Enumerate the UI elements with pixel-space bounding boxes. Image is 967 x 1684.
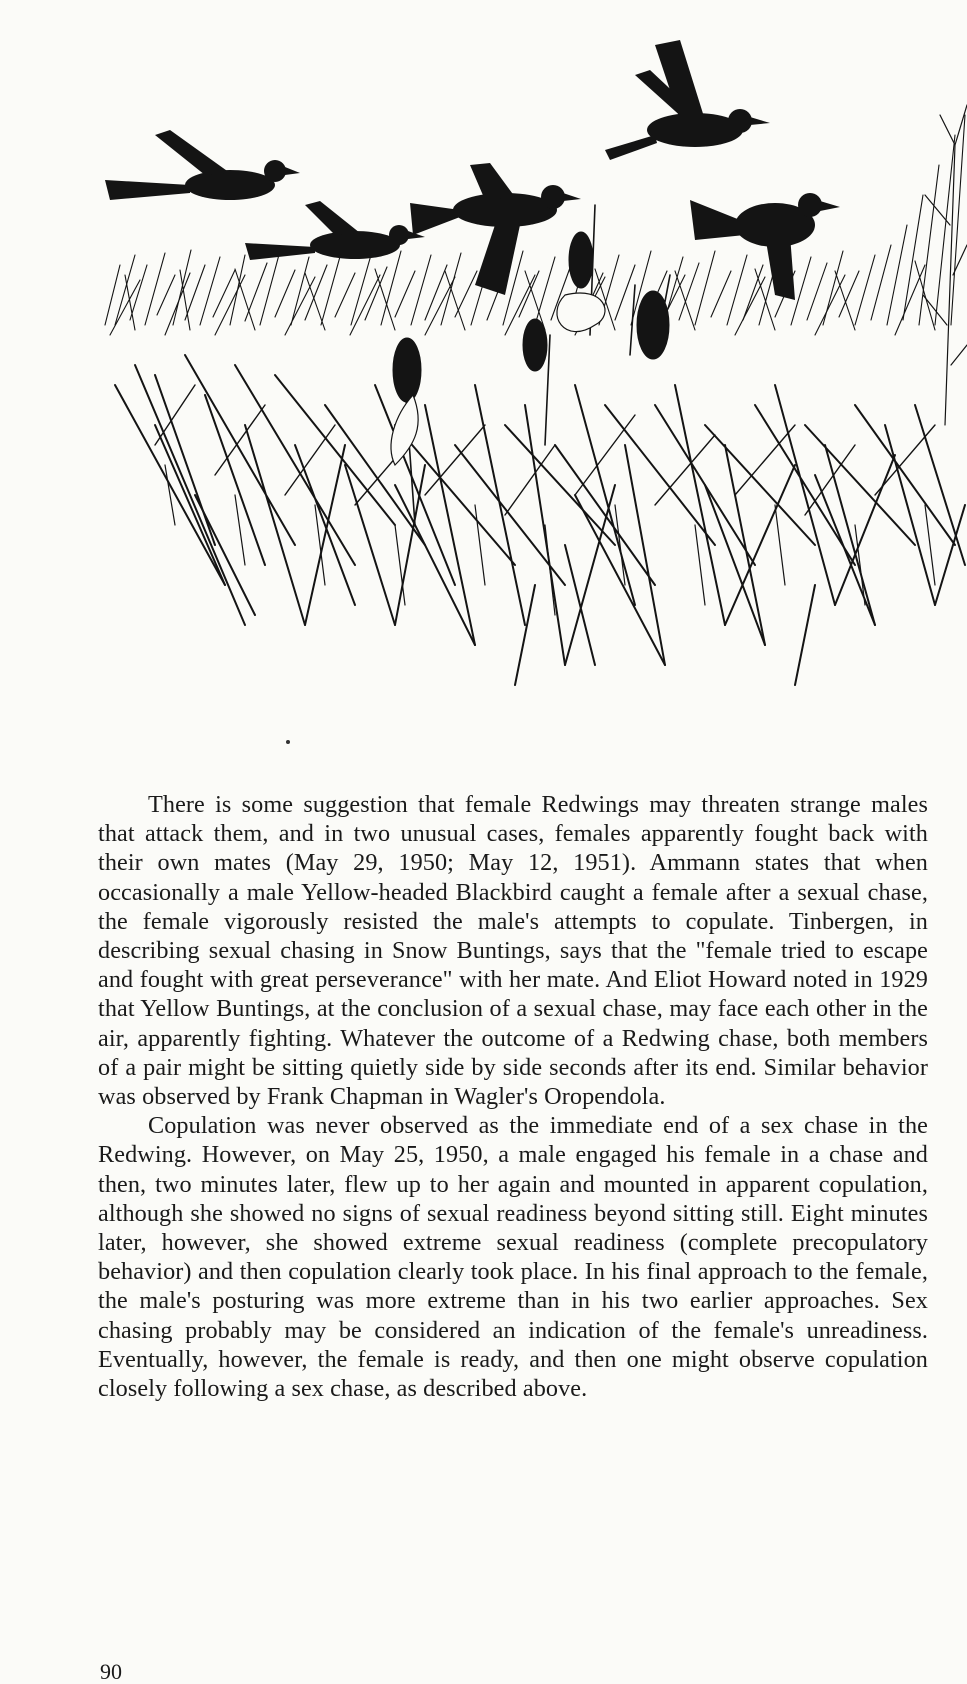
cattail-heads [391,232,669,465]
blackbird-1 [105,130,300,200]
marsh-reeds [115,355,965,685]
body-text [98,790,928,1403]
blackbird-4 [605,40,770,160]
blackbird-2 [245,201,425,260]
marsh-shrubs [105,115,965,335]
paragraph-2: Copulation was never observed as the immediate end of a sex chase in the Redwing. However, on May 25, 1950, a male engaged his female in a chase and then, two minutes later, flew up to her again and mounted in apparent copulation, although she showed no signs of sexual readiness beyond sitting still. Eight minutes later, however, she showed extreme sexual readiness (complete precopulatory behavior) and then copulation clearly took place. In his final approach to the female, the male's posturing was more extreme than in his two earlier approaches. Sex chasing probably may be considered an indication of the female's unreadiness. Eventually, however, the female is ready, and then one might observe copulation closely following a sex chase, as described above. [98,1112,928,1403]
page-number: 90 [100,1659,122,1684]
blackbirds [105,40,840,300]
blackbird-5 [690,193,840,300]
ink-speck [286,740,290,744]
paragraph-1: There is some suggestion that female Redwings may threaten strange males that attack them, and in two unusual cases, females apparently fought back with their own mates (May 29, 1950; May 12, 1951). Ammann states that when occasionally a male Yellow-headed Blackbird caught a female after a sexual chase, the female vigorously resisted the male's attempts to copulate. Tinbergen, in describing sexual chasing in Snow Buntings, says that the "female tried to escape and fought with great perseverance" with her mate. And Eliot Howard noted in 1929 that Yellow Buntings, at the conclusion of a sexual chase, may face each other in the air, apparently fighting. Whatever the outcome of a Redwing chase, both members of a pair might be sitting quietly side by side seconds after its end. Similar behavior was observed by Frank Chapman in Wagler's Oropendola. [98,791,928,1111]
marsh-birds-illustration [95,25,967,725]
tree [923,105,967,425]
blackbird-3 [410,163,581,295]
